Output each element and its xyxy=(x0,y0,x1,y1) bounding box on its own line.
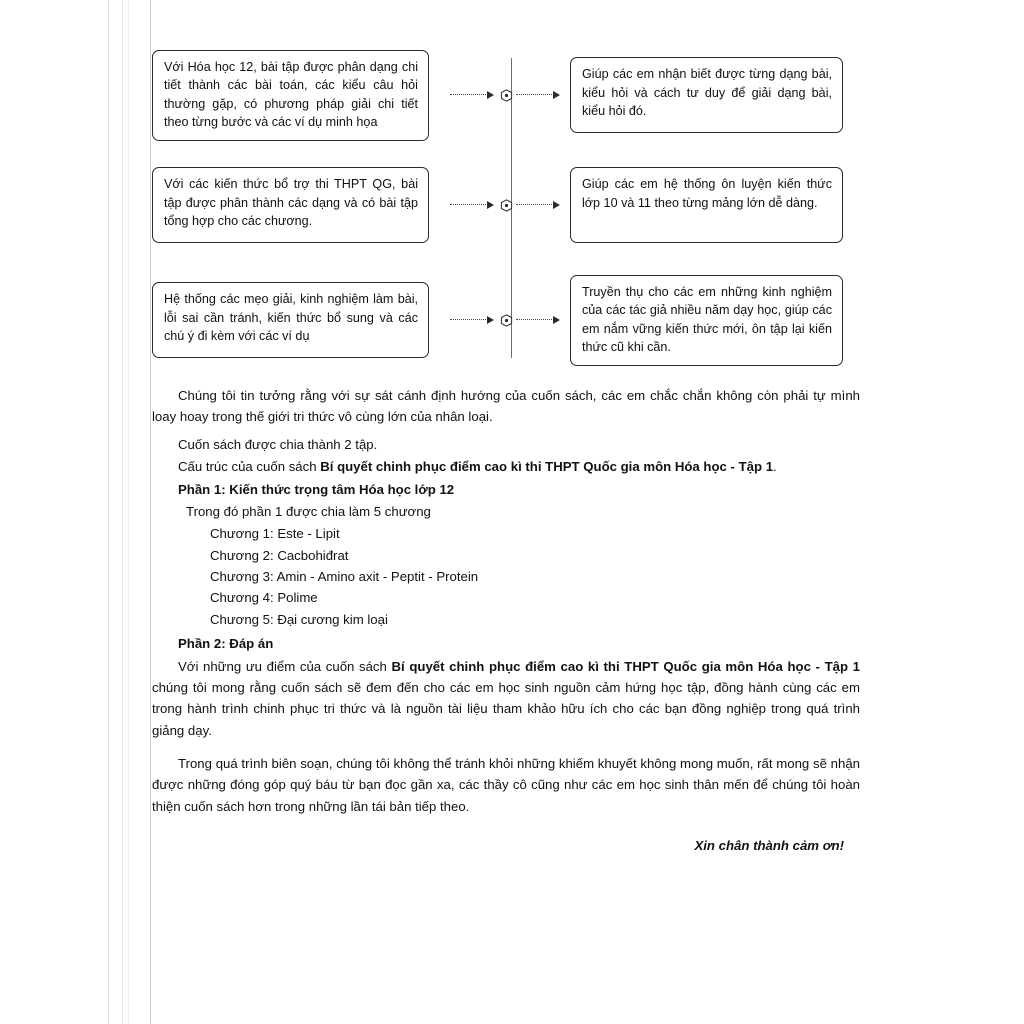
chapter-item: Chương 3: Amin - Amino axit - Peptit - Protein xyxy=(210,569,479,584)
page-edge-line xyxy=(122,0,123,1024)
diagram-connector xyxy=(443,195,570,215)
arrow-icon xyxy=(487,316,494,324)
dotted-line xyxy=(450,319,486,321)
diagram-left-box: Hệ thống các mẹo giải, kinh nghiệm làm bài, lỗi sai cần tránh, kiến thức bổ sung và các chú ý đi kèm với các ví dụ xyxy=(152,282,429,358)
diagram-connector xyxy=(443,310,570,330)
hexagon-node-icon xyxy=(500,199,513,212)
arrow-icon xyxy=(553,91,560,99)
page-content xyxy=(152,0,872,1024)
dotted-line xyxy=(516,204,552,206)
hexagon-node-icon xyxy=(500,314,513,327)
arrow-icon xyxy=(553,201,560,209)
part-1-heading: Phần 1: Kiến thức trọng tâm Hóa học lớp 12 xyxy=(178,481,455,497)
paragraph-advantages xyxy=(152,656,860,742)
advantages-suffix: chúng tôi mong rằng cuốn sách sẽ đem đến cho các em học sinh nguồn cảm hứng học tập, đồng hành cùng các em trong hành trình chinh phục tri thức và là nguồn tài liệu tham khảo hữu ích cho các bạn đồng nghiệp trong quá trình giảng dạy. xyxy=(152,679,860,738)
chapter-item: Chương 5: Đại cương kim loại xyxy=(210,611,388,627)
structure-suffix: . xyxy=(773,459,777,475)
diagram-connector xyxy=(443,85,570,105)
book-title: Bí quyết chinh phục điểm cao kì thi THPT Quốc gia môn Hóa học - Tập 1 xyxy=(320,459,774,475)
book-title: Bí quyết chinh phục điểm cao kì thi THPT Quốc gia môn Hóa học - Tập 1 xyxy=(391,658,861,674)
diagram-row xyxy=(152,275,860,365)
structure-prefix: Cấu trúc của cuốn sách xyxy=(178,459,321,475)
part-2-heading: Phần 2: Đáp án xyxy=(178,636,274,652)
dotted-line xyxy=(450,204,486,206)
arrow-icon xyxy=(553,316,560,324)
chapter-item: Chương 4: Polime xyxy=(210,590,318,606)
arrow-icon xyxy=(487,91,494,99)
hexagon-node-icon xyxy=(500,89,513,102)
diagram-right-box: Truyền thụ cho các em những kinh nghiệm của các tác giả nhiều năm dạy học, giúp các em nắm vững kiến thức mới, ôn tập lại kiến thức cũ khi cần. xyxy=(570,275,843,366)
benefits-diagram xyxy=(152,40,860,375)
body-text xyxy=(152,385,860,857)
dotted-line xyxy=(516,94,552,96)
paragraph-volumes: Cuốn sách được chia thành 2 tập. xyxy=(178,436,378,452)
diagram-row xyxy=(152,50,860,140)
diagram-right-box: Giúp các em hệ thống ôn luyện kiến thức lớp 10 và 11 theo từng mảng lớn dễ dàng. xyxy=(570,167,843,243)
chapter-item: Chương 1: Este - Lipit xyxy=(210,526,340,542)
diagram-right-box: Giúp các em nhận biết được từng dạng bài, kiểu hỏi và cách tư duy để giải dạng bài, kiểu hỏi đó. xyxy=(570,57,843,133)
arrow-icon xyxy=(487,201,494,209)
chapter-item: Chương 2: Cacbohiđrat xyxy=(210,547,349,563)
page-edge-line xyxy=(128,0,129,1024)
paragraph-feedback: Trong quá trình biên soạn, chúng tôi không thể tránh khỏi những khiếm khuyết không mong muốn, rất mong sẽ nhận được những đóng góp quý báu từ bạn đọc gần xa, các thầy cô cũng như các em học sinh thân mến để chúng tôi hoàn thiện cuốn sách hơn trong những lần tái bản tiếp theo. xyxy=(152,756,860,814)
page-edge-line xyxy=(108,0,109,1024)
advantages-prefix: Với những ưu điểm của cuốn sách xyxy=(178,658,392,674)
closing-thanks: Xin chân thành cảm ơn! xyxy=(694,838,844,854)
diagram-left-box: Với các kiến thức bổ trợ thi THPT QG, bài tập được phân thành các dạng và có bài tập tổng hợp cho các chương. xyxy=(152,167,429,243)
dotted-line xyxy=(516,319,552,321)
dotted-line xyxy=(450,94,486,96)
page-margin-line xyxy=(150,0,151,1024)
diagram-left-box: Với Hóa học 12, bài tập được phân dạng chi tiết thành các bài toán, các kiểu câu hỏi thường gặp, có phương pháp giải chi tiết theo từng bước và các ví dụ minh họa xyxy=(152,50,429,141)
paragraph-trust: Chúng tôi tin tưởng rằng với sự sát cánh định hướng của cuốn sách, các em chắc chắn không còn phải tự mình loay hoay trong thế giới tri thức vô cùng lớn của nhân loại. xyxy=(152,388,860,425)
part-1-note: Trong đó phần 1 được chia làm 5 chương xyxy=(186,503,431,519)
diagram-row xyxy=(152,160,860,250)
paragraph-structure xyxy=(152,456,860,477)
